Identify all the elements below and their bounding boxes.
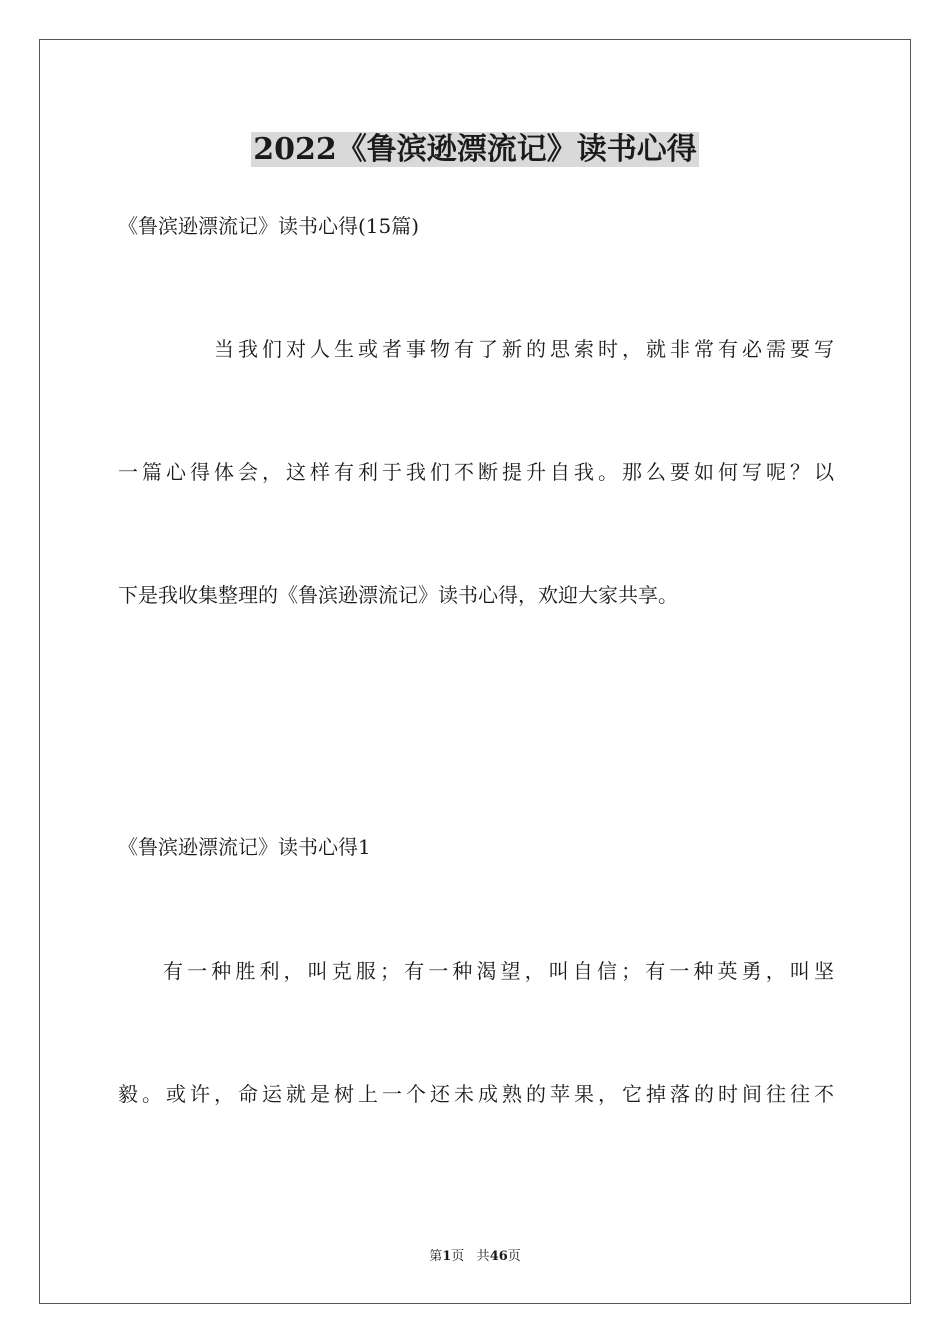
footer-total-prefix: 共 [476, 1249, 490, 1264]
footer-total-pages: 46 [489, 1249, 508, 1264]
document-title [0, 128, 950, 172]
section-heading: 《鲁滨逊漂流记》读书心得1 [118, 835, 371, 859]
document-subtitle: 《鲁滨逊漂流记》读书心得(15篇) [118, 214, 420, 238]
footer-total-suffix: 页 [507, 1249, 521, 1264]
page-footer [0, 1248, 950, 1266]
footer-page-number: 1 [442, 1249, 452, 1264]
section-line-1: 有一种胜利，叫克服；有一种渴望，叫自信；有一种英勇，叫坚 [163, 959, 834, 983]
section-line-2: 毅。或许，命运就是树上一个还未成熟的苹果，它掉落的时间往往不 [118, 1082, 834, 1106]
intro-line-1: 当我们对人生或者事物有了新的思索时，就非常有必需要写 [214, 337, 834, 361]
intro-line-2: 一篇心得体会，这样有利于我们不断提升自我。那么要如何写呢？以 [118, 460, 834, 484]
intro-line-3: 下是我收集整理的《鲁滨逊漂流记》读书心得，欢迎大家共享。 [118, 583, 678, 607]
footer-page-prefix: 第 [429, 1249, 443, 1264]
document-title-text: 2022《鲁滨逊漂流记》读书心得 [253, 132, 697, 167]
footer-page-suffix: 页 [451, 1249, 465, 1264]
